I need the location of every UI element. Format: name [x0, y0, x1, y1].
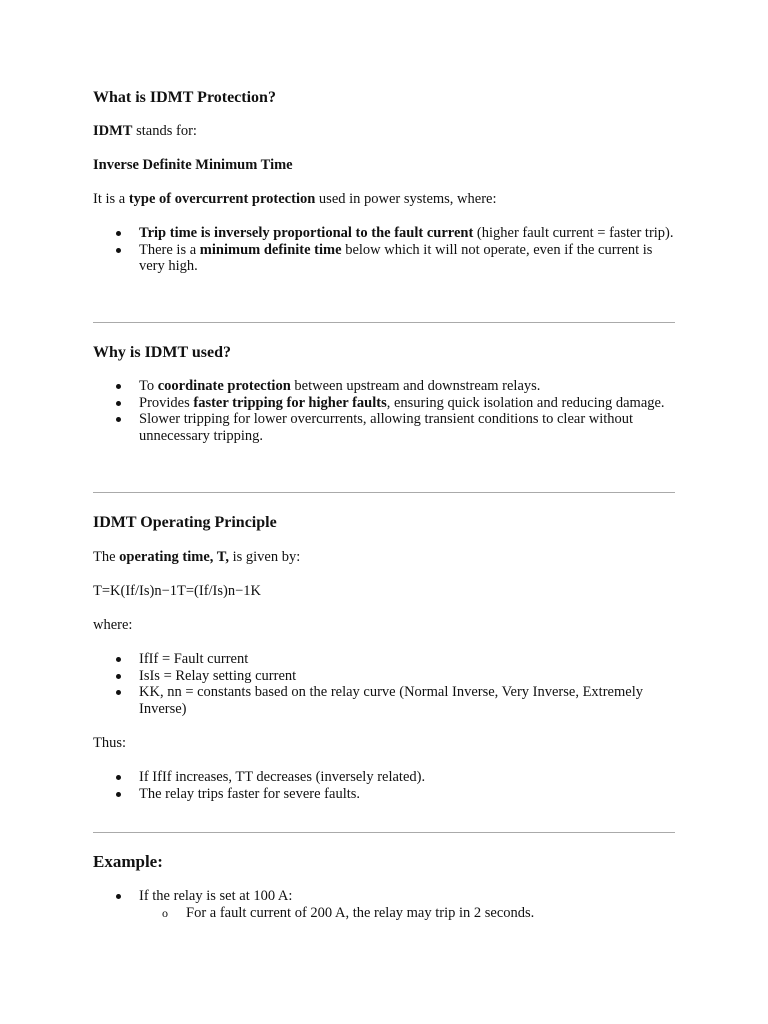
bullet-text: To	[139, 378, 158, 394]
section-divider	[93, 832, 675, 833]
where-bullet-list	[93, 651, 678, 717]
bullet-bold: coordinate protection	[157, 378, 291, 394]
intro-c: used in power systems, where:	[315, 191, 497, 207]
bullet-text: (higher fault current = faster trip).	[473, 225, 674, 241]
list-item	[93, 888, 678, 921]
section-divider	[93, 322, 675, 323]
list-item: If IfIf increases, TT decreases (inversely related).	[93, 769, 678, 786]
list-item	[93, 395, 678, 412]
bullet-bold: minimum definite time	[199, 241, 342, 258]
given-a: The	[93, 549, 120, 565]
why-bullet-list	[93, 378, 678, 444]
bullet-text: If the relay is set at 100 A:	[139, 888, 293, 904]
intro-b: type of overcurrent protection	[128, 191, 316, 207]
section-heading-why-idmt: Why is IDMT used?	[93, 344, 231, 361]
list-item: IsIs = Relay setting current	[93, 668, 678, 685]
intro-a: It is a	[93, 191, 129, 207]
bullet-text: Slower tripping for lower overcurrents, allowing transient conditions to clear without unnecessary tripping.	[139, 411, 634, 444]
bullet-text: , ensuring quick isolation and reducing damage.	[386, 394, 665, 411]
list-item	[93, 411, 678, 444]
what-is-bullet-list	[93, 225, 678, 275]
section-divider	[93, 492, 675, 493]
bullet-bold: faster tripping for higher faults	[193, 394, 387, 411]
example-bullet-list	[93, 888, 678, 921]
formula: T=K(If/Is)n−1T=(If/Is)n−1K	[93, 583, 261, 599]
list-item: The relay trips faster for severe faults.	[93, 786, 678, 803]
section-heading-what-is-idmt: What is IDMT Protection?	[93, 89, 276, 106]
stands-for-rest: stands for:	[132, 123, 197, 139]
bullet-text: Provides	[139, 394, 194, 411]
given-c: is given by:	[228, 549, 301, 565]
section-heading-example: Example:	[93, 852, 163, 871]
where-label: where:	[93, 617, 133, 633]
intro-line	[93, 191, 497, 208]
list-item: IfIf = Fault current	[93, 651, 678, 668]
list-item	[93, 378, 678, 395]
bullet-text: There is a	[139, 241, 200, 258]
bullet-text: below which it will not operate, even if the current is very high.	[139, 241, 653, 274]
section-heading-operating-principle: IDMT Operating Principle	[93, 514, 277, 531]
bullet-bold: Trip time is inversely proportional to the fault current	[139, 225, 474, 241]
thus-bullet-list	[93, 769, 678, 802]
list-item	[93, 242, 678, 275]
idmt-expansion	[93, 157, 293, 174]
list-item	[93, 225, 678, 242]
example-sub-list	[139, 905, 678, 922]
given-b: operating time, T,	[119, 549, 229, 565]
stands-for-bold: IDMT	[93, 123, 133, 139]
sub-list-item: o For a fault current of 200 A, the relay may trip in 2 seconds.	[139, 905, 678, 922]
stands-for-line	[93, 123, 197, 140]
list-item: KK, nn = constants based on the relay curve (Normal Inverse, Very Inverse, Extremely Inverse)	[93, 684, 678, 717]
bullet-text: between upstream and downstream relays.	[290, 378, 541, 394]
operating-time-line	[93, 549, 300, 566]
idmt-expansion-text: Inverse Definite Minimum Time	[93, 157, 293, 173]
thus-label: Thus:	[93, 735, 127, 751]
